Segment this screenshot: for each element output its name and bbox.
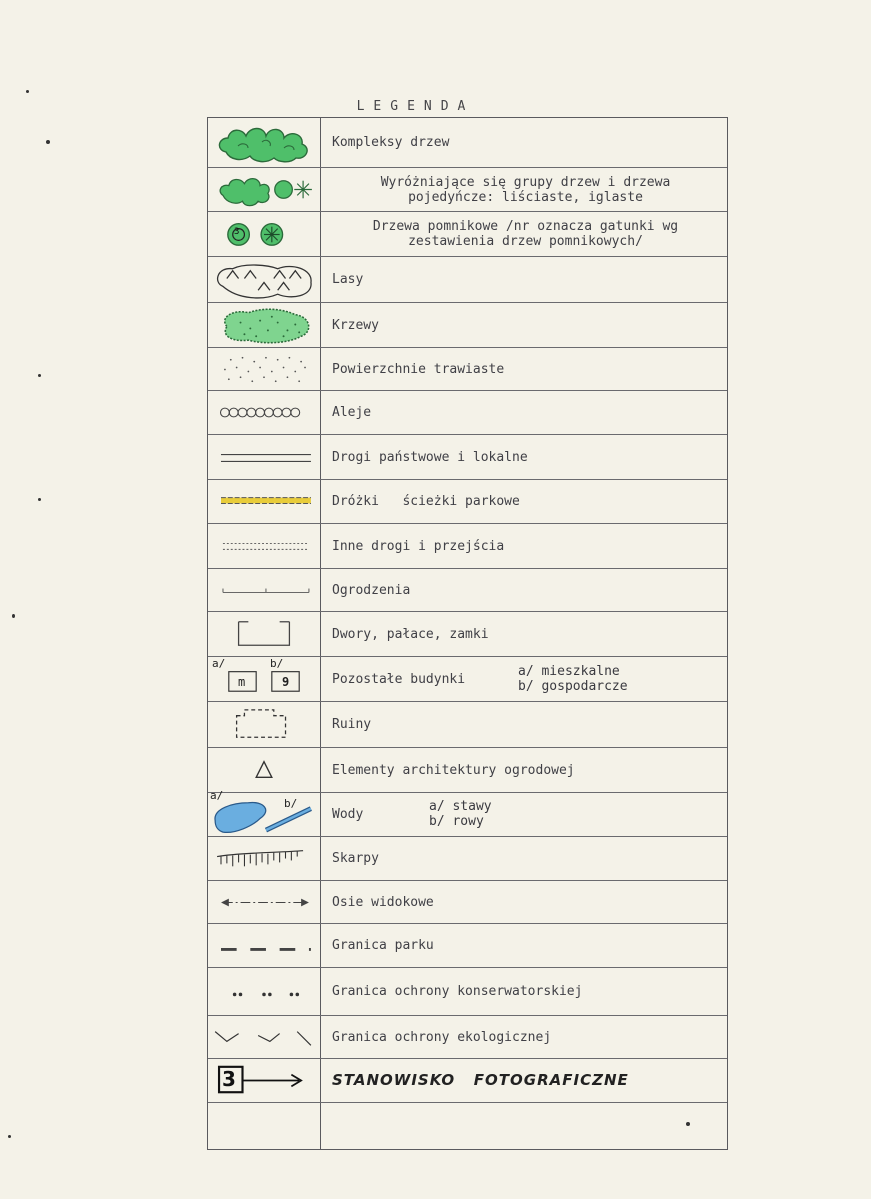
- building-mark-a: a/: [212, 657, 226, 670]
- building-box-a: m: [238, 675, 246, 689]
- legend-title: LEGENDA: [356, 99, 475, 114]
- legend-row: [208, 967, 727, 1015]
- scan-speck: [26, 90, 29, 93]
- legend-sub-a: a/ stawy: [429, 799, 492, 814]
- garden-architecture-icon: [208, 748, 320, 792]
- legend-row: [208, 302, 727, 347]
- grass-icon: [208, 348, 320, 390]
- legend-row: [208, 568, 727, 611]
- legend-label: Elementy architektury ogrodowej: [332, 762, 575, 778]
- legend-row: [208, 390, 727, 434]
- legend-row: [208, 118, 727, 167]
- legend-row: [208, 789, 727, 836]
- legend-row: [208, 479, 727, 523]
- water-mark-a: a/: [210, 789, 224, 802]
- legend-row: [208, 923, 727, 967]
- legend-label: Drzewa pomnikowe /nr oznacza gatunki wg: [372, 219, 679, 234]
- park-path-icon: [208, 480, 320, 523]
- legend-row: [208, 1015, 727, 1058]
- legend-label: Dróżki ścieżki parkowe: [332, 494, 520, 509]
- building-icon: [208, 657, 320, 701]
- legend-label: Granica parku: [332, 938, 434, 953]
- monument-tree-icon: [208, 212, 320, 256]
- legend-label: Wody: [332, 807, 364, 822]
- water-icon: [208, 789, 320, 836]
- legend-label: Ogrodzenia: [332, 582, 411, 598]
- photo-station-number: 3: [222, 1067, 236, 1091]
- scan-speck: [38, 498, 41, 501]
- legend-label: Ruiny: [332, 717, 372, 732]
- conservation-boundary-icon: [208, 968, 320, 1015]
- legend-row: [208, 656, 727, 701]
- legend-label: Osie widokowe: [332, 894, 434, 910]
- legend-label: STANOWISKO FOTOGRAFICZNE: [332, 1071, 629, 1089]
- legend-label: Powierzchnie trawiaste: [332, 361, 505, 377]
- manor-icon: [208, 612, 320, 656]
- scan-speck: [46, 140, 50, 144]
- legend-label: Drogi państwowe i lokalne: [332, 449, 528, 465]
- tree-cluster-icon: [208, 118, 320, 167]
- legend-label: Inne drogi i przejścia: [332, 538, 505, 554]
- monument-tree-number: 3: [234, 227, 240, 237]
- alley-icon: [208, 391, 320, 434]
- legend-label-line2: zestawienia drzew pomnikowych/: [408, 234, 643, 249]
- legend-sub-b: b/ gospodarcze: [518, 679, 628, 694]
- legend-row-empty: [208, 1102, 727, 1149]
- tree-group-icon: [208, 168, 320, 211]
- legend-row: [208, 167, 727, 211]
- legend-label: Wyróżniające się grupy drzew i drzewa: [380, 174, 671, 190]
- scan-speck: [38, 374, 41, 377]
- legend-row: [208, 747, 727, 792]
- legend-sub-a: a/ mieszkalne: [518, 664, 620, 679]
- legend-row: [208, 256, 727, 302]
- ruin-icon: [208, 702, 320, 747]
- legend-sub-b: b/ rowy: [429, 814, 484, 829]
- legend-row: [208, 701, 727, 747]
- legend-label: Pozostałe budynki: [332, 671, 466, 687]
- legend-label: Skarpy: [332, 851, 379, 866]
- legend-label: Krzewy: [332, 317, 379, 333]
- legend-row: [208, 880, 727, 923]
- legend-label: Kompleksy drzew: [332, 135, 450, 150]
- photo-station-icon: [208, 1059, 320, 1102]
- shrub-icon: [208, 303, 320, 347]
- legend-row: [208, 611, 727, 656]
- legend-label: Granica ochrony ekologicznej: [332, 1029, 552, 1045]
- view-axis-icon: [208, 881, 320, 923]
- fence-icon: [208, 569, 320, 611]
- scan-speck: [8, 1135, 11, 1138]
- legend-label: Lasy: [332, 272, 364, 287]
- other-road-icon: [208, 524, 320, 568]
- legend-label: Dwory, pałace, zamki: [332, 626, 489, 642]
- building-mark-b: b/: [270, 657, 284, 670]
- ecological-boundary-icon: [208, 1016, 320, 1058]
- water-mark-b: b/: [284, 797, 298, 810]
- scan-speck: [12, 614, 15, 618]
- legend-row: [208, 1058, 727, 1102]
- legend-table: [207, 117, 728, 1150]
- legend-row: [208, 347, 727, 390]
- park-boundary-icon: [208, 924, 320, 967]
- building-box-b: 9: [282, 675, 290, 689]
- legend-row: [208, 211, 727, 256]
- legend-row: [208, 434, 727, 479]
- legend-label: [332, 1103, 719, 1149]
- legend-label-line2: pojedyńcze: liściaste, iglaste: [408, 189, 643, 205]
- legend-label: Aleje: [332, 405, 372, 420]
- legend-row: [208, 836, 727, 880]
- road-icon: [208, 435, 320, 479]
- legend-row: [208, 523, 727, 568]
- scan-speck: [686, 1122, 690, 1126]
- forest-icon: [208, 257, 320, 302]
- escarpment-icon: [208, 837, 320, 880]
- legend-label: Granica ochrony konserwatorskiej: [332, 984, 583, 999]
